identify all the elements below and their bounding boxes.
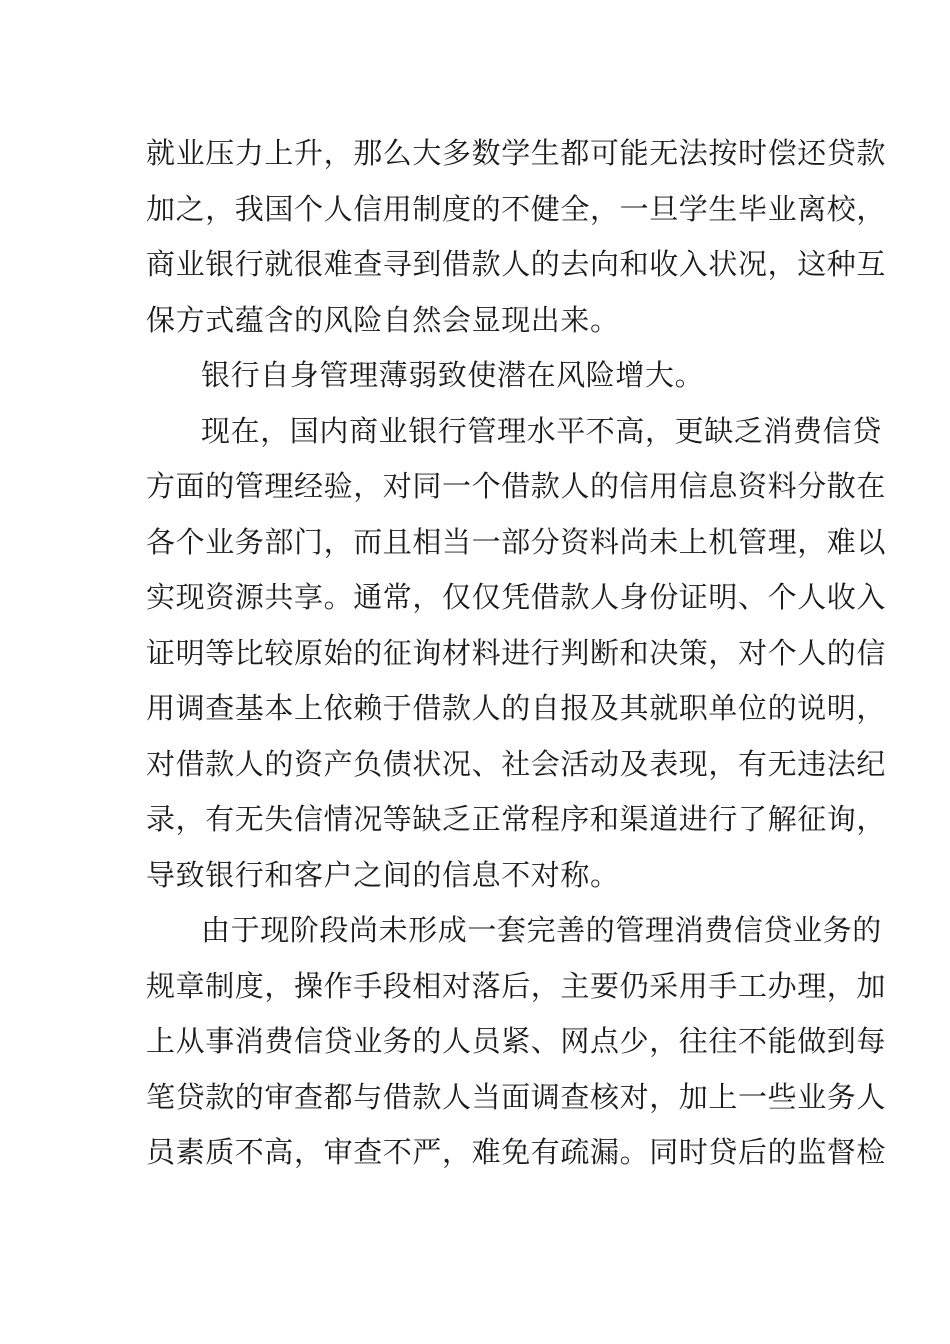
text-line: 对借款人的资产负债状况、社会活动及表现，有无违法纪 <box>146 746 887 781</box>
text-line: 加之，我国个人信用制度的不健全，一旦学生毕业离校， <box>146 191 887 226</box>
text-line: 规章制度，操作手段相对落后，主要仍采用手工办理，加 <box>146 968 887 1003</box>
paragraph-1 <box>146 126 887 348</box>
text-line: 银行自身管理薄弱致使潜在风险增大。 <box>201 358 705 392</box>
text-line: 证明等比较原始的征询材料进行判断和决策，对个人的信 <box>146 635 887 670</box>
text-line: 员素质不高，审查不严，难免有疏漏。同时贷后的监督检 <box>146 1135 887 1169</box>
text-line: 保方式蕴含的风险自然会显现出来。 <box>146 302 620 337</box>
text-line: 现在，国内商业银行管理水平不高，更缺乏消费信贷 <box>201 413 882 448</box>
paragraph-3 <box>146 404 887 904</box>
text-line: 各个业务部门，而且相当一部分资料尚未上机管理，难以 <box>146 524 887 559</box>
text-line: 导致银行和客户之间的信息不对称。 <box>146 857 620 892</box>
text-line: 上从事消费信贷业务的人员紧、网点少，往往不能做到每 <box>146 1024 887 1058</box>
text-line: 由于现阶段尚未形成一套完善的管理消费信贷业务的 <box>201 913 882 947</box>
text-line: 笔贷款的审查都与借款人当面调查核对，加上一些业务人 <box>146 1079 887 1114</box>
paragraph-2 <box>146 348 816 404</box>
paragraph-4 <box>146 903 887 1181</box>
text-line: 录，有无失信情况等缺乏正常程序和渠道进行了解征询， <box>146 802 887 836</box>
text-line: 实现资源共享。通常，仅仅凭借款人身份证明、个人收入 <box>146 580 887 614</box>
body-text <box>146 126 887 1181</box>
text-line: 就业压力上升，那么大多数学生都可能无法按时偿还贷款 <box>146 136 887 170</box>
text-line: 商业银行就很难查寻到借款人的去向和收入状况，这种互 <box>146 247 887 281</box>
text-line: 用调查基本上依赖于借款人的自报及其就职单位的说明， <box>146 691 887 725</box>
text-line: 方面的管理经验，对同一个借款人的信用信息资料分散在 <box>146 469 887 503</box>
